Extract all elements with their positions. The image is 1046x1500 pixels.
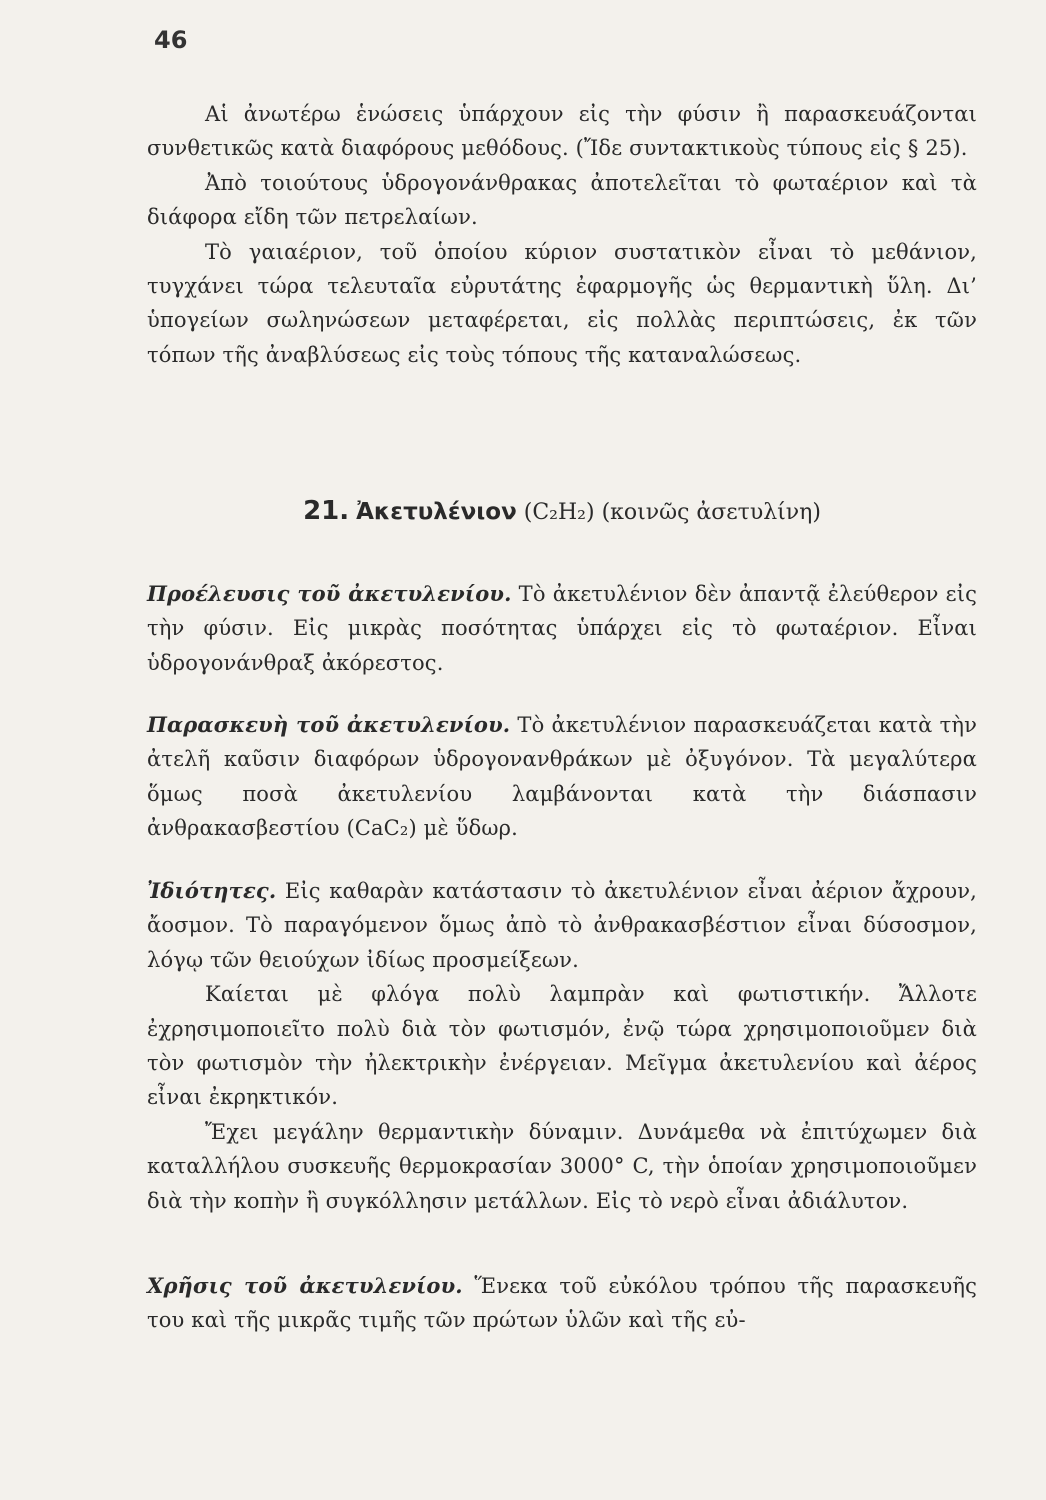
origin-title: Προέλευσις τοῦ ἀκετυλενίου. bbox=[147, 581, 512, 606]
paragraph bbox=[147, 1269, 977, 1338]
use-text: Ἕνεκα τοῦ εὐκόλου τρόπου τῆς παρασκευῆς του καὶ τῆς μικρᾶς τιμῆς τῶν πρώτων ὑλῶν καὶ τῆς εὐ- bbox=[147, 1274, 977, 1333]
paragraph: Καίεται μὲ φλόγα πολὺ λαμπρὰν καὶ φωτιστικήν. Ἄλλοτε ἐχρησιμοποιεῖτο πολὺ διὰ τὸν φωτισμόν, ἐνῷ τώρα χρησιμοποιοῦμεν διὰ τὸν φωτισμὸν τὴν ἠλεκτρικὴν ἐνέργειαν. Μεῖγμα ἀκετυλενίου καὶ ἀέρος εἶναι ἐκρηκτικόν. bbox=[147, 982, 977, 1110]
use-title: Χρῆσις τοῦ ἀκετυλενίου. bbox=[147, 1273, 463, 1298]
origin-section bbox=[147, 577, 977, 680]
paragraph bbox=[147, 874, 977, 977]
paragraph: Ἀπὸ τοιούτους ὑδρογονάνθρακας ἀποτελεῖται τὸ φωταέριον καὶ τὰ διάφορα εἴδη τῶν πετρελαίων. bbox=[147, 170, 977, 230]
preparation-text: Τὸ ἀκετυλένιον παρασκευάζεται κατὰ τὴν ἀτελῆ καῦσιν διαφόρων ὑδρογονανθράκων μὲ ὀξυγόνον. Τὰ μεγαλύτερα ὅμως ποσὰ ἀκετυλενίου λαμβάνονται κατὰ τὴν διάσπασιν ἀνθρακασβεστίου (CaC₂) μὲ ὕδωρ. bbox=[147, 713, 977, 841]
properties-section bbox=[147, 874, 977, 1218]
section-number: 21. bbox=[303, 496, 350, 526]
paragraph: Ἔχει μεγάλην θερμαντικὴν δύναμιν. Δυνάμεθα νὰ ἐπιτύχωμεν διὰ καταλλήλου συσκευῆς θερμοκρασίαν 3000° C, τὴν ὁποίαν χρησιμοποιοῦμεν διὰ τὴν κοπὴν ἢ συγκόλλησιν μετάλλων. Εἰς τὸ νερὸ εἶναι ἀδιάλυτον. bbox=[147, 1119, 977, 1213]
section-title: Ἀκετυλένιον bbox=[356, 499, 517, 525]
section-heading bbox=[147, 494, 977, 530]
intro-text bbox=[147, 97, 977, 372]
preparation-title: Παρασκευὴ τοῦ ἀκετυλενίου. bbox=[147, 712, 511, 737]
paragraph: Αἱ ἀνωτέρω ἑνώσεις ὑπάρχουν εἰς τὴν φύσιν ἢ παρασκευάζονται συνθετικῶς κατὰ διαφόρους μεθόδους. (Ἴδε συντακτικοὺς τύπους εἰς § 25). bbox=[147, 102, 977, 161]
properties-title: Ἰδιότητες. bbox=[147, 878, 277, 903]
preparation-section bbox=[147, 708, 977, 846]
section-common-name: (κοινῶς ἀσετυλίνη) bbox=[601, 500, 821, 525]
properties-text: Εἰς καθαρὰν κατάστασιν τὸ ἀκετυλένιον εἶναι ἀέριον ἄχρουν, ἄοσμον. Τὸ παραγόμενον ὅμως ἀπὸ τὸ ἀνθρακασβέστιον εἶναι δύσοσμον, λόγῳ τῶν θειούχων ἰδίως προσμείξεων. bbox=[147, 879, 977, 972]
paragraph bbox=[147, 708, 977, 846]
origin-text: Τὸ ἀκετυλένιον δὲν ἀπαντᾷ ἐλεύθερον εἰς τὴν φύσιν. Εἰς μικρὰς ποσότητας ὑπάρχει εἰς τὸ φωταέριον. Εἶναι ὑδρογονάνθραξ ἀκόρεστος. bbox=[147, 582, 978, 675]
section-formula: (C₂H₂) bbox=[523, 500, 595, 525]
use-section bbox=[147, 1269, 977, 1338]
paragraph: Τὸ γαιαέριον, τοῦ ὁποίου κύριον συστατικὸν εἶναι τὸ μεθάνιον, τυγχάνει τώρα τελευταῖα εὐρυτάτης ἐφαρμογῆς ὡς θερμαντικὴ ὕλη. Δι’ ὑπογείων σωληνώσεων μεταφέρεται, εἰς πολλὰς περιπτώσεις, ἐκ τῶν τόπων τῆς ἀναβλύσεως εἰς τοὺς τόπους τῆς καταναλώσεως. bbox=[147, 239, 977, 367]
page-number: 46 bbox=[154, 26, 188, 54]
paragraph bbox=[147, 577, 977, 680]
